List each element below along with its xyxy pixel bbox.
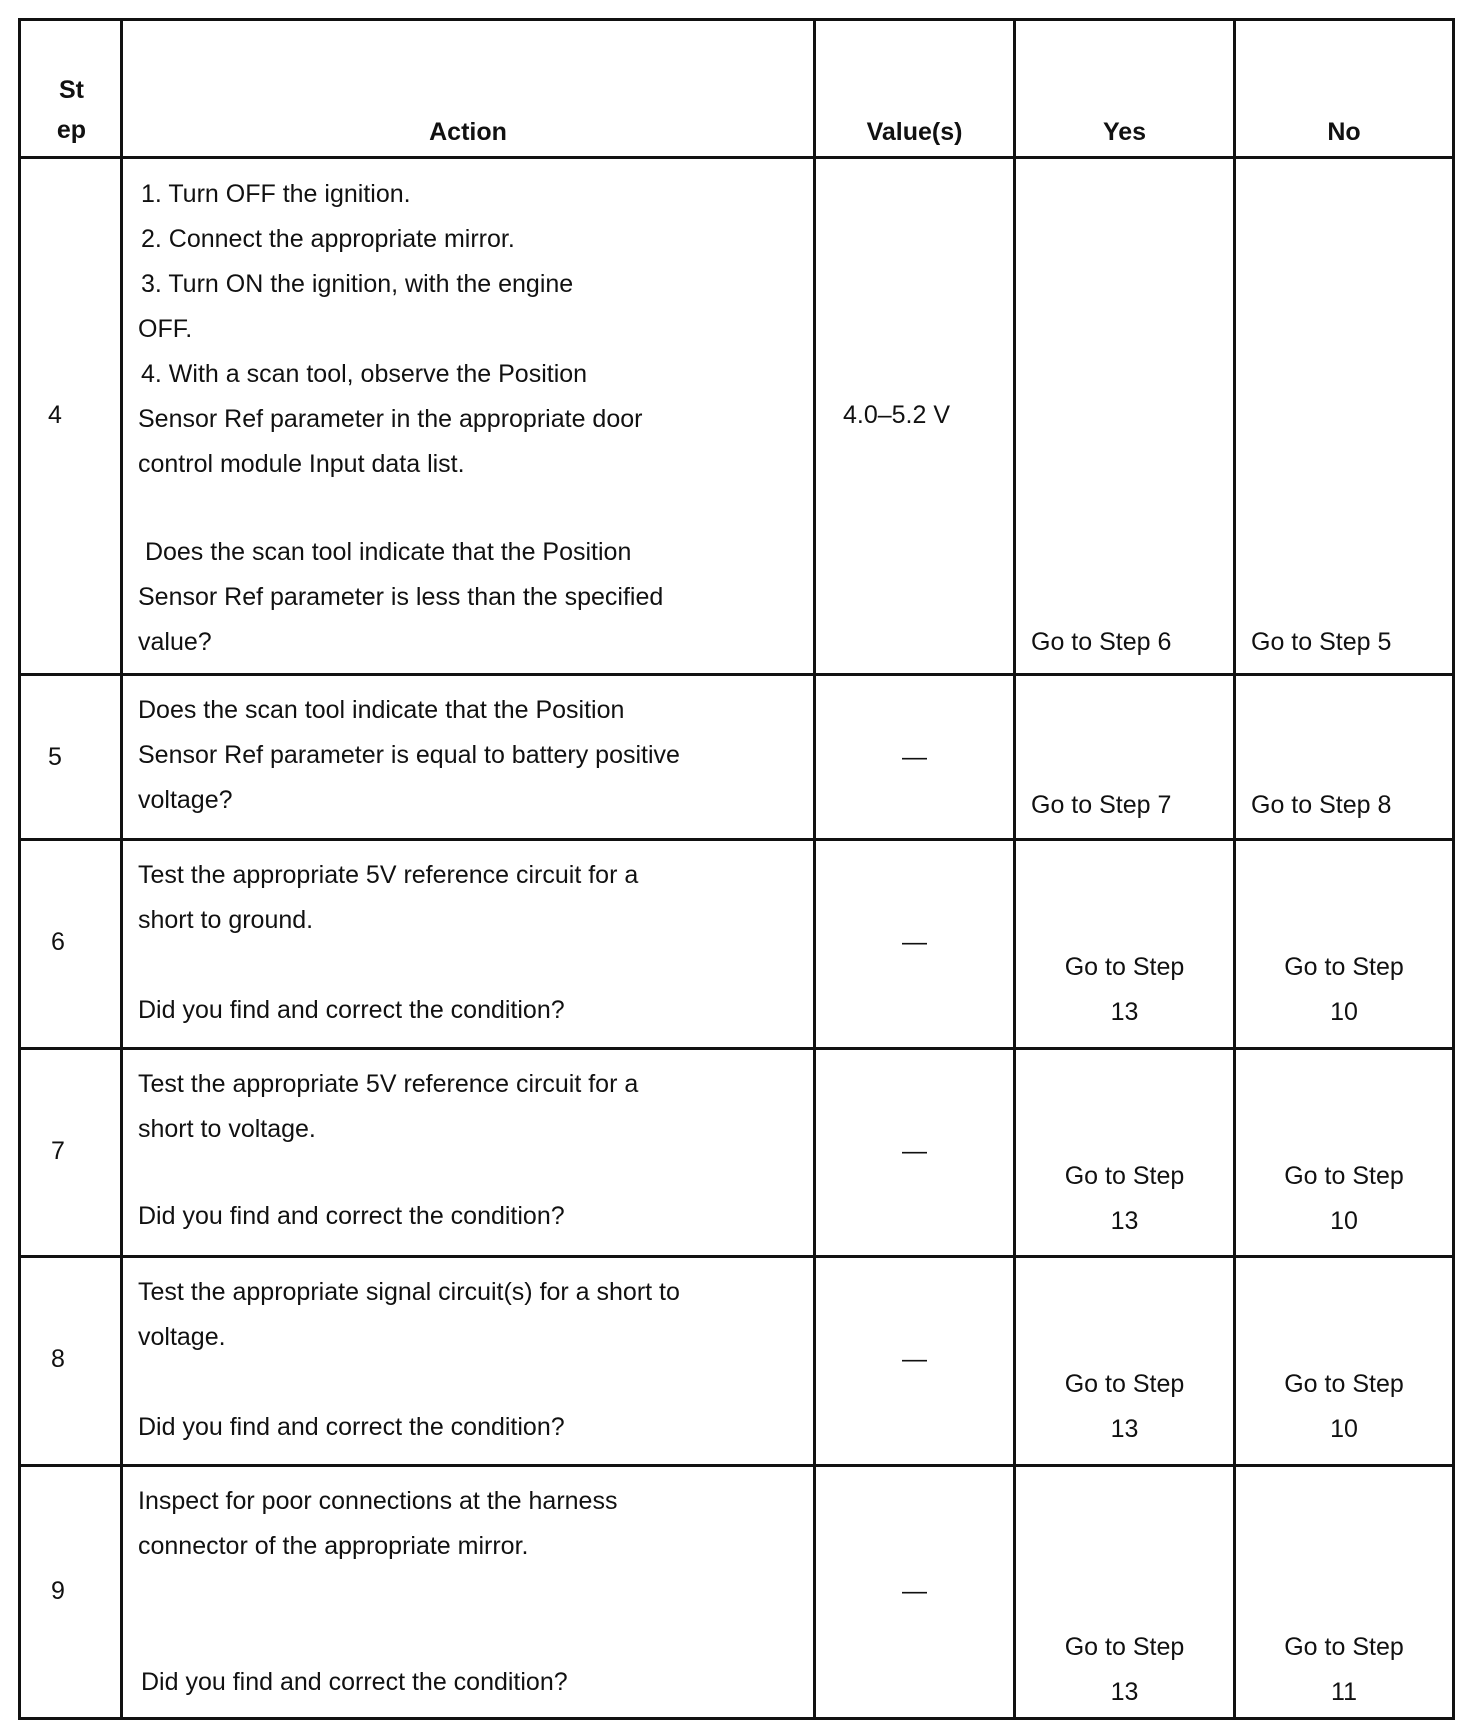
action-text: Test the appropriate 5V reference circuit for a short to ground. Did you find and correct the condition? [138,861,639,1024]
value-dash: — [902,928,927,956]
yes-action: Go to Step 13 [1064,953,1185,1026]
header-action: Action [429,118,507,146]
value-dash: — [902,1137,927,1165]
no-action: Go to Step 5 [1251,628,1392,656]
action-text: Test the appropriate signal circuit(s) for a short to voltage. Did you find and correct the condition? [138,1278,680,1441]
grid-line [18,1717,1454,1720]
no-action: Go to Step 8 [1251,791,1392,819]
step-number: 8 [51,1345,65,1373]
value-dash: — [902,743,927,771]
step-number: 7 [51,1137,65,1165]
yes-action: Go to Step 13 [1064,1370,1185,1443]
action-text: Test the appropriate 5V reference circuit for a short to voltage. Did you find and correct the condition? [138,1070,639,1230]
value-range: 4.0–5.2 V [843,401,951,429]
yes-action: Go to Step 13 [1064,1162,1185,1235]
action-text: Does the scan tool indicate that the Position Sensor Ref parameter is equal to battery positive voltage? [138,696,680,814]
grid-line [18,18,1454,21]
grid-line [18,673,1454,676]
step-number: 9 [51,1577,65,1605]
grid-line [18,1255,1454,1258]
step-number: 6 [51,928,65,956]
action-text: 1. Turn OFF the ignition. 2. Connect the appropriate mirror. 3. Turn ON the ignition, with the engine OFF. 4. With a scan tool, observe the Position Sensor Ref parameter in the appropriate door control module Input data list. Does the scan tool indicate that the Position Sensor Ref parameter is less than the specified value? [138,180,664,656]
grid-line [18,1464,1454,1467]
no-action: Go to Step 10 [1284,953,1404,1026]
value-dash: — [902,1345,927,1373]
header-yes: Yes [1102,118,1147,146]
value-dash: — [902,1577,927,1605]
no-action: Go to Step 11 [1284,1633,1404,1706]
grid-line [18,1047,1454,1050]
no-action: Go to Step 10 [1284,1370,1404,1443]
yes-action: Go to Step 7 [1031,791,1172,819]
action-text: Inspect for poor connections at the harness connector of the appropriate mirror. Did you find and correct the condition? [138,1487,618,1696]
grid-line [18,156,1454,159]
step-number: 5 [48,743,62,771]
header-step: St ep [56,76,87,144]
grid-line [18,838,1454,841]
header-no: No [1327,118,1361,146]
no-action: Go to Step 10 [1284,1162,1404,1235]
yes-action: Go to Step 13 [1064,1633,1185,1706]
step-number: 4 [48,401,62,429]
header-values: Value(s) [866,118,963,146]
yes-action: Go to Step 6 [1031,628,1172,656]
